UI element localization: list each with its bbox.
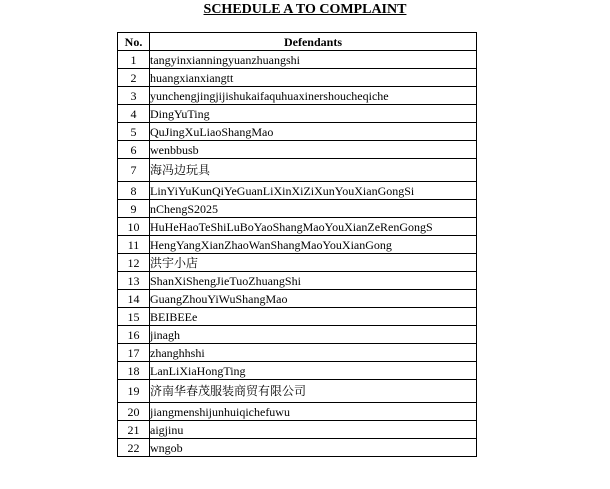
table-row (118, 141, 477, 159)
row-number: 9 (118, 200, 150, 218)
defendant-name: 济南华春茂服装商贸有限公司 (150, 380, 477, 403)
defendant-name: DingYuTing (150, 105, 477, 123)
table-row (118, 344, 477, 362)
row-number: 5 (118, 123, 150, 141)
table-row (118, 123, 477, 141)
row-number: 15 (118, 308, 150, 326)
defendant-name: wenbbusb (150, 141, 477, 159)
defendant-name: QuJingXuLiaoShangMao (150, 123, 477, 141)
row-number: 20 (118, 403, 150, 421)
defendant-name: aigjinu (150, 421, 477, 439)
row-number: 2 (118, 69, 150, 87)
table-row (118, 439, 477, 457)
table-row (118, 87, 477, 105)
defendant-name: ShanXiShengJieTuoZhuangShi (150, 272, 477, 290)
page-title: SCHEDULE A TO COMPLAINT (203, 2, 407, 17)
defendants-table (117, 32, 477, 457)
defendant-name: HuHeHaoTeShiLuBoYaoShangMaoYouXianZeRenGongS (150, 218, 477, 236)
row-number: 6 (118, 141, 150, 159)
table-row (118, 421, 477, 439)
row-number: 13 (118, 272, 150, 290)
defendant-name: LinYiYuKunQiYeGuanLiXinXiZiXunYouXianGongSi (150, 182, 477, 200)
row-number: 4 (118, 105, 150, 123)
defendant-name: jinagh (150, 326, 477, 344)
row-number: 16 (118, 326, 150, 344)
row-number: 21 (118, 421, 150, 439)
row-number: 14 (118, 290, 150, 308)
column-header-no: No. (118, 33, 150, 51)
defendant-name: huangxianxiangtt (150, 69, 477, 87)
defendant-name: nChengS2025 (150, 200, 477, 218)
defendant-name: zhanghhshi (150, 344, 477, 362)
row-number: 7 (118, 159, 150, 182)
table-row (118, 159, 477, 182)
defendant-name: HengYangXianZhaoWanShangMaoYouXianGong (150, 236, 477, 254)
table-row (118, 272, 477, 290)
table-row (118, 236, 477, 254)
defendant-name: 海冯边玩具 (150, 159, 477, 182)
row-number: 10 (118, 218, 150, 236)
row-number: 8 (118, 182, 150, 200)
table-row (118, 51, 477, 69)
defendant-name: tangyinxianningyuanzhuangshi (150, 51, 477, 69)
column-header-defendants: Defendants (150, 33, 477, 51)
defendant-name: BEIBEEe (150, 308, 477, 326)
defendant-name: 洪宇小店 (150, 254, 477, 272)
table-row (118, 403, 477, 421)
defendant-name: wngob (150, 439, 477, 457)
table-row (118, 105, 477, 123)
defendant-name: jiangmenshijunhuiqichefuwu (150, 403, 477, 421)
table-row (118, 200, 477, 218)
defendant-name: LanLiXiaHongTing (150, 362, 477, 380)
defendant-name: GuangZhouYiWuShangMao (150, 290, 477, 308)
row-number: 18 (118, 362, 150, 380)
row-number: 22 (118, 439, 150, 457)
table-row (118, 380, 477, 403)
row-number: 19 (118, 380, 150, 403)
table-row (118, 218, 477, 236)
table-row (118, 290, 477, 308)
row-number: 3 (118, 87, 150, 105)
table-row (118, 254, 477, 272)
row-number: 11 (118, 236, 150, 254)
table-row (118, 326, 477, 344)
row-number: 12 (118, 254, 150, 272)
table-row (118, 182, 477, 200)
row-number: 17 (118, 344, 150, 362)
table-header-row (118, 33, 477, 51)
table-row (118, 362, 477, 380)
defendant-name: yunchengjingjijishukaifaquhuaxinershoucheqiche (150, 87, 477, 105)
table-row (118, 308, 477, 326)
table-row (118, 69, 477, 87)
row-number: 1 (118, 51, 150, 69)
